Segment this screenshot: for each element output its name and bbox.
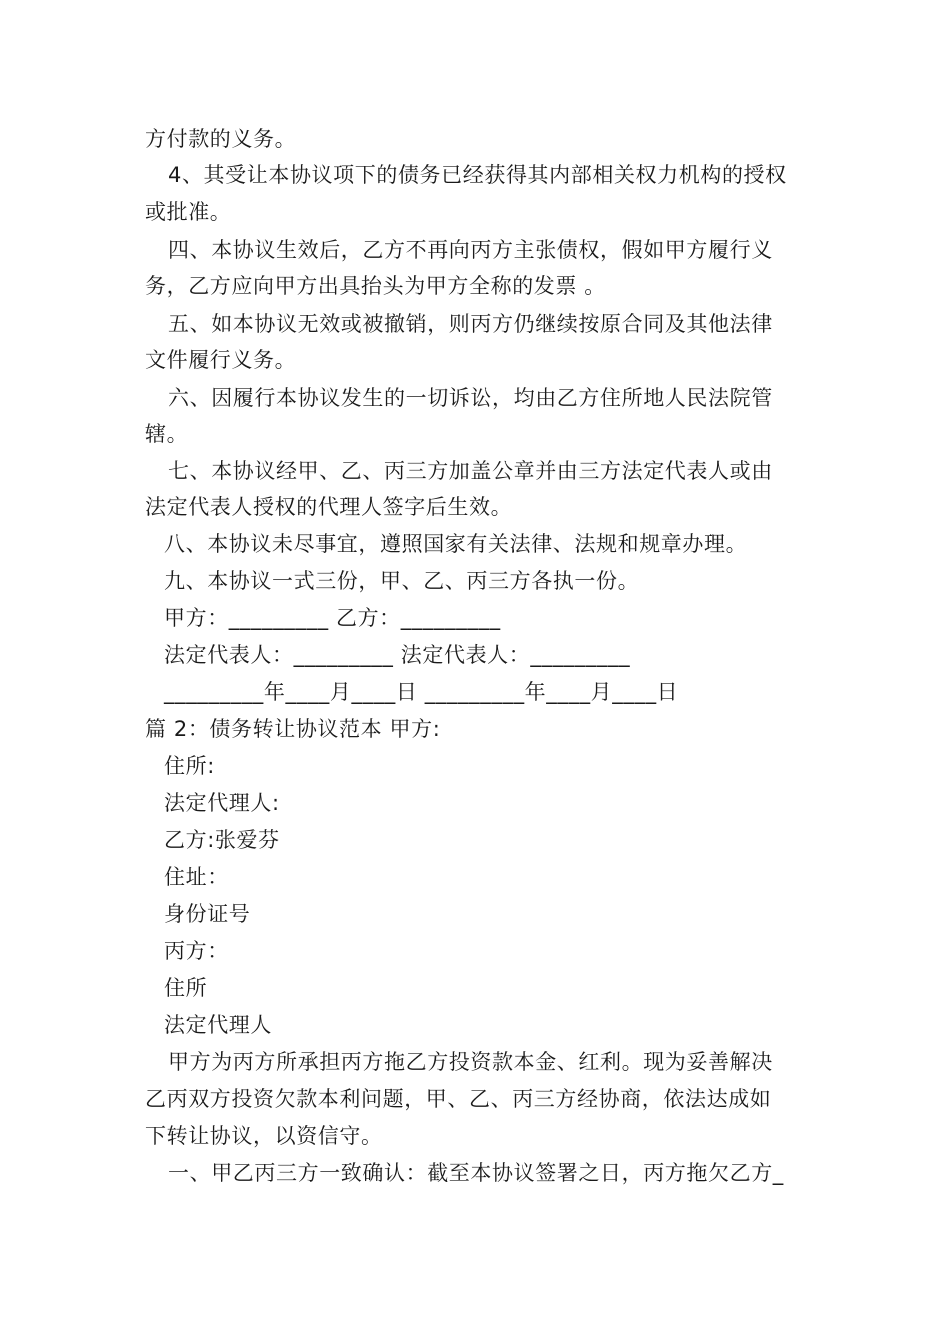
party-field: 住所: — [164, 754, 215, 778]
party-field: 丙方： — [164, 939, 229, 963]
text-line: 法定代表人授权的代理人签字后生效。 — [145, 495, 513, 519]
text-line: 八、本协议未尽事宜，遵照国家有关法律、法规和规章办理。 — [164, 532, 748, 556]
text-line: 五、如本协议无效或被撤销，则丙方仍继续按原合同及其他法律 — [168, 312, 773, 336]
text-line: 甲方为丙方所承担丙方拖乙方投资款本金、红利。现为妥善解决 — [168, 1050, 773, 1074]
text-line: 4、其受让本协议项下的债务已经获得其内部相关权力机构的授权 — [168, 163, 787, 187]
party-field: 住址： — [164, 865, 229, 889]
party-field: 身份证号 — [164, 902, 251, 926]
party-field: 法定代理人: — [164, 791, 280, 815]
signature-line-representatives: 法定代表人：_________ 法定代表人：_________ — [164, 643, 631, 667]
text-line: 务，乙方应向甲方出具抬头为甲方全称的发票 。 — [145, 274, 606, 298]
party-field: 住所 — [164, 976, 208, 1000]
text-line: 九、本协议一式三份，甲、乙、丙三方各执一份。 — [164, 569, 640, 593]
text-line: 文件履行义务。 — [145, 348, 297, 372]
text-line: 乙丙双方投资欠款本利问题，甲、乙、丙三方经协商，依法达成如 — [145, 1087, 772, 1111]
text-line: 方付款的义务。 — [145, 127, 297, 151]
text-line: 辖。 — [145, 422, 189, 446]
text-line: 下转让协议，以资信守。 — [145, 1124, 383, 1148]
text-line: 一、甲乙丙三方一致确认：截至本协议签署之日，丙方拖欠乙方_ — [168, 1161, 784, 1185]
text-line: 四、本协议生效后，乙方不再向丙方主张债权，假如甲方履行义 — [168, 238, 773, 262]
party-field: 法定代理人 — [164, 1013, 272, 1037]
text-line: 六、因履行本协议发生的一切诉讼，均由乙方住所地人民法院管 — [168, 386, 773, 410]
signature-line-dates: _________年____月____日 _________年____月____日 — [164, 680, 679, 704]
signature-line-parties: 甲方：_________ 乙方：_________ — [164, 606, 501, 630]
text-line: 七、本协议经甲、乙、丙三方加盖公章并由三方法定代表人或由 — [168, 459, 773, 483]
party-field: 乙方:张爱芬 — [164, 828, 280, 852]
section-heading: 篇 2：债务转让协议范本 甲方: — [145, 717, 441, 741]
text-line: 或批准。 — [145, 200, 232, 224]
